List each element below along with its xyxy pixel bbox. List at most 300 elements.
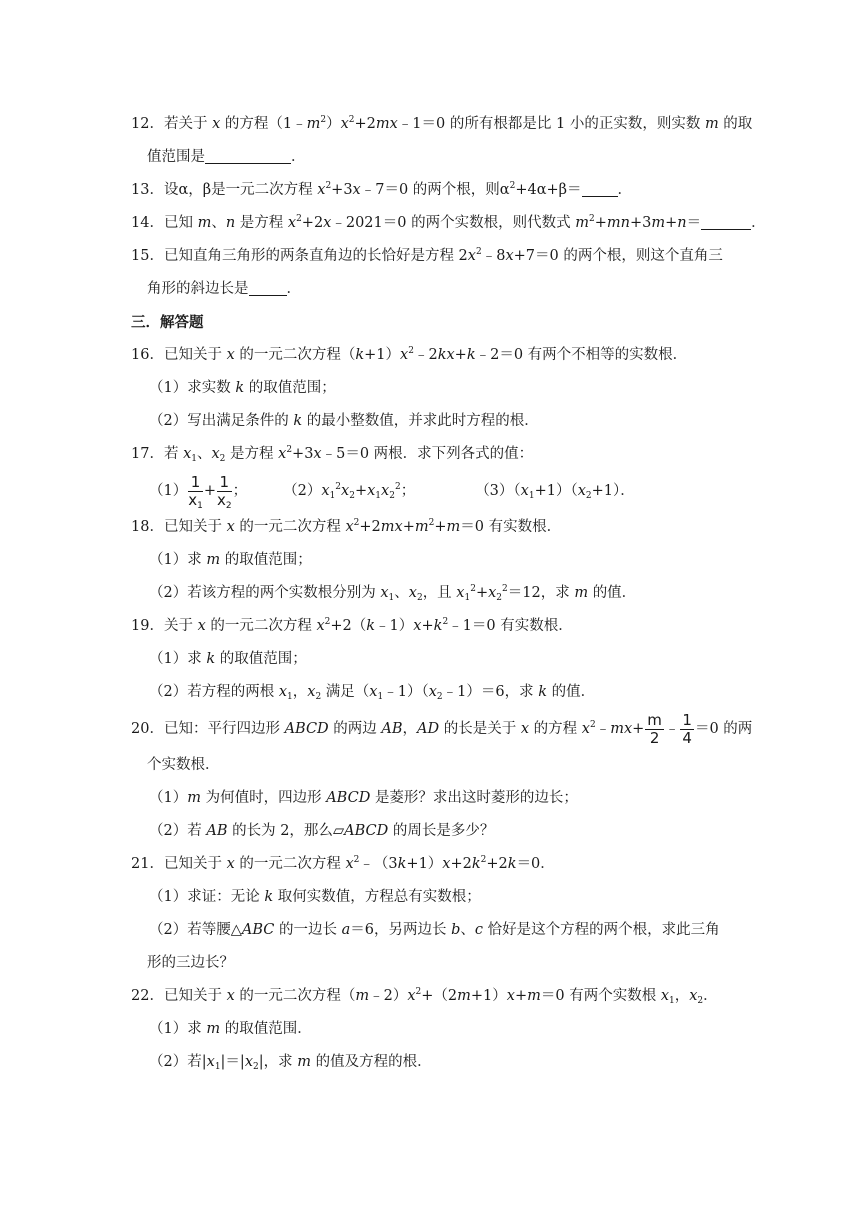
question-text: 、 (460, 922, 475, 938)
question-text: ． (617, 182, 633, 198)
math-variable: m (457, 988, 471, 1004)
math-variable: x (323, 215, 332, 231)
question-14 (131, 207, 766, 240)
question-text: + (665, 215, 678, 231)
math-variable: m (527, 988, 541, 1004)
question-number: 21． (131, 856, 164, 872)
question-22 (131, 980, 731, 1013)
question-19 (131, 610, 731, 643)
fraction (188, 472, 203, 511)
subscript: 2 (315, 692, 322, 702)
question-text: 的值． (551, 684, 596, 700)
math-variable: AD (417, 721, 440, 737)
question-text: ﹣1＝0 有实数根． (448, 618, 573, 634)
math-variable: x (341, 483, 350, 499)
question-text: 关于 (163, 618, 193, 634)
exponent: 2 (589, 720, 596, 730)
question-number: 13． (131, 182, 164, 198)
math-variable: k (538, 684, 547, 700)
math-variable: x (197, 618, 206, 634)
question-text: +1） (470, 988, 507, 1004)
question-text: 的长是关于 (443, 721, 517, 737)
subscript: 2 (416, 593, 423, 603)
math-variable: x (345, 519, 354, 535)
fraction (680, 710, 694, 747)
question-number: 15． (131, 248, 164, 264)
question-text: +3 (331, 182, 353, 198)
math-variable: k (206, 651, 216, 667)
math-variable: x (226, 988, 235, 1004)
question-text: （1）求 (149, 651, 202, 667)
question-text: （1）求 (149, 1021, 202, 1037)
answer-blank[interactable] (205, 149, 291, 164)
question-text: 的两边 (333, 721, 377, 737)
math-variable: k (466, 347, 476, 363)
math-variable: k (366, 618, 376, 634)
question-number: 20． (131, 721, 164, 737)
question-text: 2 (649, 728, 660, 747)
math-variable: ABCD (284, 721, 329, 737)
question-text: +2 (301, 215, 324, 231)
question-text: （1） (149, 790, 188, 806)
question-text: ＝0 的两 (694, 721, 753, 737)
math-variable: x (400, 347, 409, 363)
math-variable: x (689, 988, 698, 1004)
question-text: ． (291, 149, 306, 165)
question-text: （1）求实数 (149, 380, 231, 396)
math-variable: c (474, 922, 484, 938)
question-text: + (421, 618, 434, 634)
math-variable: x (316, 618, 325, 634)
exponent: 2 (428, 518, 435, 528)
question-text: ， (292, 684, 308, 700)
subscript: 2 (253, 1062, 259, 1072)
math-variable: x (408, 585, 417, 601)
subscript: 2 (225, 500, 232, 511)
exponent: 2 (480, 855, 487, 865)
question-text: ﹣2021＝0 的两个实数根，则代数式 (331, 215, 571, 231)
math-variable: m (651, 215, 666, 231)
math-variable: x (660, 988, 669, 1004)
question-text: ﹣8 (481, 248, 506, 264)
question-text: 的一元二次方程（ (239, 988, 356, 1004)
question-text: ﹣2 (413, 347, 438, 363)
math-variable: ABCD (344, 823, 389, 839)
math-variable: x (226, 347, 235, 363)
math-variable: m (206, 552, 221, 568)
math-variable: x (581, 721, 590, 737)
math-variable: x (307, 684, 316, 700)
answer-blank[interactable] (582, 182, 618, 197)
math-variable: k (264, 889, 274, 905)
question-text: 、 (211, 215, 226, 231)
math-variable: m (187, 790, 201, 806)
question-text: ﹣1）（ (383, 684, 429, 700)
math-variable: x (226, 856, 235, 872)
question-16 (131, 339, 731, 372)
question-text: + (402, 519, 415, 535)
exponent: 2 (296, 214, 302, 224)
question-text: （2） (283, 483, 322, 499)
question-text: 若 (163, 446, 179, 462)
question-text: 个实数根． (147, 757, 220, 773)
math-variable: k (397, 856, 407, 872)
question-text: ﹣2＝0 有两个不相等的实数根． (475, 347, 688, 363)
question-number: 14． (131, 215, 164, 231)
question-text: ． (751, 215, 766, 231)
math-variable: x (340, 116, 349, 132)
math-variable: m (306, 116, 321, 132)
math-variable: k (433, 618, 443, 634)
math-variable: x (278, 446, 287, 462)
question-text: 的一边长 (279, 922, 337, 938)
math-variable: m (380, 519, 395, 535)
question-text: ﹣（3 (359, 856, 398, 872)
math-variable: x (345, 856, 354, 872)
math-variable: a (341, 922, 351, 938)
question-text: 的一元二次方程 (239, 519, 341, 535)
question-text: 的取值范围； (219, 651, 307, 667)
math-variable: x (442, 856, 451, 872)
question-text: + (475, 585, 489, 601)
question-text: 的一元二次方程 (210, 618, 312, 634)
question-text: （1）求证：无论 (149, 889, 260, 905)
question-text: （2）若 (149, 823, 202, 839)
question-text: ﹣ (595, 721, 611, 737)
question-text: （1） (149, 483, 188, 499)
subscript: 2 (585, 491, 592, 501)
math-variable: k (437, 347, 447, 363)
exponent: 2 (325, 181, 332, 191)
math-variable: x (244, 1054, 254, 1070)
question-text: |＝| (220, 1054, 245, 1070)
question-text: ＝0． (516, 856, 555, 872)
question-text: 的最小整数值，并求此时方程的根． (306, 413, 539, 429)
question-text: +1） (406, 856, 443, 872)
question-text: ﹣1＝0 的所有根都是比 1 小的正实数，则实数 (397, 116, 701, 132)
question-text: ＝0 有实数根． (460, 519, 562, 535)
exponent: 2 (353, 855, 360, 865)
math-variable: x (520, 721, 530, 737)
math-variable: x (369, 684, 378, 700)
question-text: ； (232, 483, 248, 499)
question-text: ﹣ (664, 721, 680, 737)
exponent: 2 (470, 584, 476, 594)
subscript: 1 (464, 593, 471, 603)
exponent: 2 (408, 346, 414, 356)
exponent: 2 (348, 115, 355, 125)
question-text: ﹣1）＝6，求 (442, 684, 534, 700)
math-variable: m (355, 988, 370, 1004)
math-variable: n (620, 215, 630, 231)
question-12 (131, 108, 753, 141)
question-19-part-2 (131, 676, 731, 709)
question-21-part-2 (131, 914, 731, 947)
question-text: 的值及方程的根． (315, 1054, 432, 1070)
math-variable: m (297, 1054, 311, 1070)
question-text: （2）若方程的两根 (149, 684, 275, 700)
question-text: 、 (196, 446, 212, 462)
math-variable: x (413, 618, 422, 634)
question-text: + (454, 347, 467, 363)
subscript: 2 (349, 491, 355, 501)
question-text: 的长为 2，那么 (232, 823, 333, 839)
question-13 (131, 174, 731, 207)
question-text: 若关于 (163, 116, 208, 132)
question-text: ﹣1） (375, 618, 414, 634)
question-number: 22． (131, 988, 164, 1004)
math-variable: k (507, 856, 517, 872)
question-text: x (188, 490, 198, 509)
question-12-continued (131, 141, 731, 174)
question-18 (131, 511, 731, 544)
math-variable: x (206, 1054, 215, 1070)
question-20-continued (131, 749, 731, 782)
question-text: （1）求 (149, 552, 202, 568)
question-text: （2）若| (149, 1054, 207, 1070)
question-text: 已知关于 (163, 519, 222, 535)
question-text: ﹣5＝0 两根．求下列各式的值： (321, 446, 534, 462)
question-text: 的取 (723, 116, 753, 132)
question-text: 1 (217, 475, 232, 492)
question-text: + (594, 215, 607, 231)
exponent: 2 (394, 482, 401, 492)
math-variable: m (610, 721, 624, 737)
question-text: 的方程 (533, 721, 578, 737)
subscript: 1 (214, 1062, 221, 1072)
question-text: ＝6，另两边长 (350, 922, 447, 938)
question-18-part-2 (131, 577, 731, 610)
question-text: 已知：平行四边形 (163, 721, 280, 737)
question-text: 的周长是多少？ (392, 823, 495, 839)
math-variable: x (407, 988, 416, 1004)
question-17 (131, 438, 731, 471)
question-text: 取何实数值，方程总有实数根； (277, 889, 481, 905)
math-variable: x (428, 684, 437, 700)
question-text: 1 (188, 475, 203, 492)
question-text: （3）（ (475, 483, 521, 499)
math-variable: x (287, 215, 297, 231)
math-variable: AB (381, 721, 403, 737)
math-variable: x (211, 446, 220, 462)
question-text: 是菱形？求出这时菱形的边长； (374, 790, 578, 806)
subscript: 1 (197, 500, 203, 511)
question-21-part-1 (131, 881, 731, 914)
math-variable: x (212, 116, 221, 132)
question-text: （2）若该方程的两个实数根分别为 (149, 585, 376, 601)
subscript: 2 (389, 491, 395, 501)
question-text: 恰好是这个方程的两个根，求此三角 (487, 922, 720, 938)
question-16-part-1 (131, 372, 731, 405)
question-text: ﹣7＝0 的两个根，则α (360, 182, 510, 198)
subscript: 2 (496, 593, 503, 603)
question-number: 12． (131, 116, 164, 132)
math-variable: x (380, 585, 389, 601)
question-text: + (354, 483, 368, 499)
question-number: 18． (131, 519, 164, 535)
question-text: ＝12，求 (507, 585, 570, 601)
question-15 (131, 240, 731, 273)
fraction (217, 472, 232, 511)
question-text: 是方程 (239, 215, 284, 231)
question-text: 的一元二次方程 (239, 856, 341, 872)
math-variable: x (520, 483, 529, 499)
question-19-part-1 (131, 643, 731, 676)
math-variable: x (394, 519, 403, 535)
math-variable: x (456, 585, 465, 601)
question-text: +2 (486, 856, 508, 872)
question-text: （2）若等腰△ (149, 922, 242, 938)
math-variable: k (471, 856, 481, 872)
question-16-part-2 (131, 405, 731, 438)
question-text: ＝0 有两个实数根 (540, 988, 657, 1004)
math-variable: ABC (241, 922, 275, 938)
math-variable: x (381, 483, 390, 499)
question-text: +2 (359, 519, 381, 535)
question-text: 1 (682, 710, 692, 729)
math-variable: x (321, 483, 330, 499)
question-text: +2（ (330, 618, 367, 634)
exponent: 2 (286, 445, 293, 455)
question-text: +2 (354, 116, 376, 132)
exponent: 2 (320, 115, 327, 125)
exponent: 2 (502, 584, 508, 594)
math-variable: x (389, 116, 398, 132)
question-text: （2）写出满足条件的 (149, 413, 289, 429)
math-variable: n (225, 215, 236, 231)
math-variable: n (677, 215, 687, 231)
math-variable: m (414, 519, 429, 535)
subscript: 1 (329, 491, 336, 501)
math-variable: x (623, 721, 633, 737)
question-text: + (632, 721, 645, 737)
exponent: 2 (324, 617, 331, 627)
question-18-part-1 (131, 544, 731, 577)
math-variable: b (451, 922, 461, 938)
question-text: 、 (394, 585, 409, 601)
subscript: 1 (377, 692, 384, 702)
question-text: ， (402, 721, 418, 737)
question-15-continued (131, 273, 731, 306)
subscript: 1 (388, 593, 395, 603)
question-text: ． (703, 988, 718, 1004)
math-variable: m (446, 519, 461, 535)
question-text: 的取值范围； (224, 552, 312, 568)
math-variable: x (505, 248, 514, 264)
question-text: 4 (682, 728, 692, 747)
math-variable: x (446, 347, 455, 363)
question-text: ． (286, 281, 301, 297)
question-text: x (217, 490, 226, 509)
exponent: 2 (415, 987, 422, 997)
subscript: 1 (191, 454, 197, 464)
subscript: 2 (436, 692, 443, 702)
question-text: |，求 (258, 1054, 293, 1070)
math-variable: m (574, 585, 589, 601)
question-text: 的方程（1﹣ (224, 116, 307, 132)
subscript: 2 (697, 996, 704, 1006)
math-variable: x (506, 988, 515, 1004)
math-variable: x (226, 519, 235, 535)
parallelogram-icon: ▱ (332, 823, 345, 839)
question-20 (131, 709, 753, 749)
question-text: 值范围是 (147, 149, 205, 165)
question-text: +3 (292, 446, 314, 462)
math-variable: k (293, 413, 303, 429)
question-text: ， (674, 988, 690, 1004)
subscript: 1 (669, 996, 675, 1006)
question-text: 已知关于 (163, 988, 222, 1004)
math-variable: x (278, 684, 288, 700)
exponent: 2 (588, 214, 595, 224)
math-variable: x (577, 483, 586, 499)
question-text: 已知 (163, 215, 193, 231)
question-text: +1）． (591, 483, 635, 499)
question-text: 为何值时，四边形 (205, 790, 322, 806)
question-text: 的取值范围； (248, 380, 336, 396)
math-variable: k (355, 347, 365, 363)
question-number: 19． (131, 618, 164, 634)
subscript: 1 (287, 692, 293, 702)
question-22-part-1 (131, 1013, 731, 1046)
question-text: 角形的斜边长是 (147, 281, 249, 297)
math-variable: m (704, 116, 719, 132)
section-title: 三．解答题 (131, 314, 204, 331)
question-text: +2 (450, 856, 472, 872)
math-variable: m (575, 215, 589, 231)
answer-blank[interactable] (701, 215, 751, 230)
question-text: 已知关于 (163, 856, 222, 872)
question-text: 形的三边长？ (147, 955, 234, 971)
question-text: m (647, 710, 662, 729)
question-text: 是方程 (230, 446, 274, 462)
question-text: ； (400, 483, 416, 499)
question-17-parts: （1） $\frac{1}{x_1}$ + $\frac{1}{x_2}$ ； $(2)x_1^2x_2+x_1x_2^2$； $(3)(x_1+1)(x_2+1)$． (149, 472, 635, 511)
question-text: 已知关于 (163, 347, 222, 363)
answer-blank[interactable] (249, 281, 287, 296)
question-list (131, 108, 766, 1079)
question-text: ﹣2） (369, 988, 408, 1004)
math-variable: m (197, 215, 212, 231)
subscript: 1 (375, 491, 382, 501)
question-number: 16． (131, 347, 164, 363)
math-variable: x (313, 446, 322, 462)
question-text: +4α+β＝ (515, 182, 582, 198)
question-20-part-2 (131, 815, 731, 848)
exponent: 2 (335, 482, 342, 492)
question-21-continued (131, 947, 731, 980)
question-text: 设α，β是一元二次方程 (163, 182, 313, 198)
question-21 (131, 848, 731, 881)
question-text: ） (326, 116, 341, 132)
math-variable: x (183, 446, 192, 462)
math-variable: x (467, 248, 476, 264)
exponent: 2 (509, 181, 516, 191)
question-text: 满足（ (325, 684, 370, 700)
question-text: ，且 (422, 585, 452, 601)
math-variable: x (488, 585, 497, 601)
subscript: 1 (528, 491, 535, 501)
exponent: 2 (475, 247, 482, 257)
question-text: +（2 (421, 988, 458, 1004)
question-text: ＝ (686, 215, 702, 231)
math-variable: x (317, 182, 326, 198)
question-text: 已知直角三角形的两条直角边的长恰好是方程 2 (163, 248, 468, 264)
math-variable: AB (206, 823, 228, 839)
question-text: 的值． (592, 585, 637, 601)
question-text: +7＝0 的两个根，则这个直角三 (513, 248, 723, 264)
question-text: +3 (629, 215, 652, 231)
